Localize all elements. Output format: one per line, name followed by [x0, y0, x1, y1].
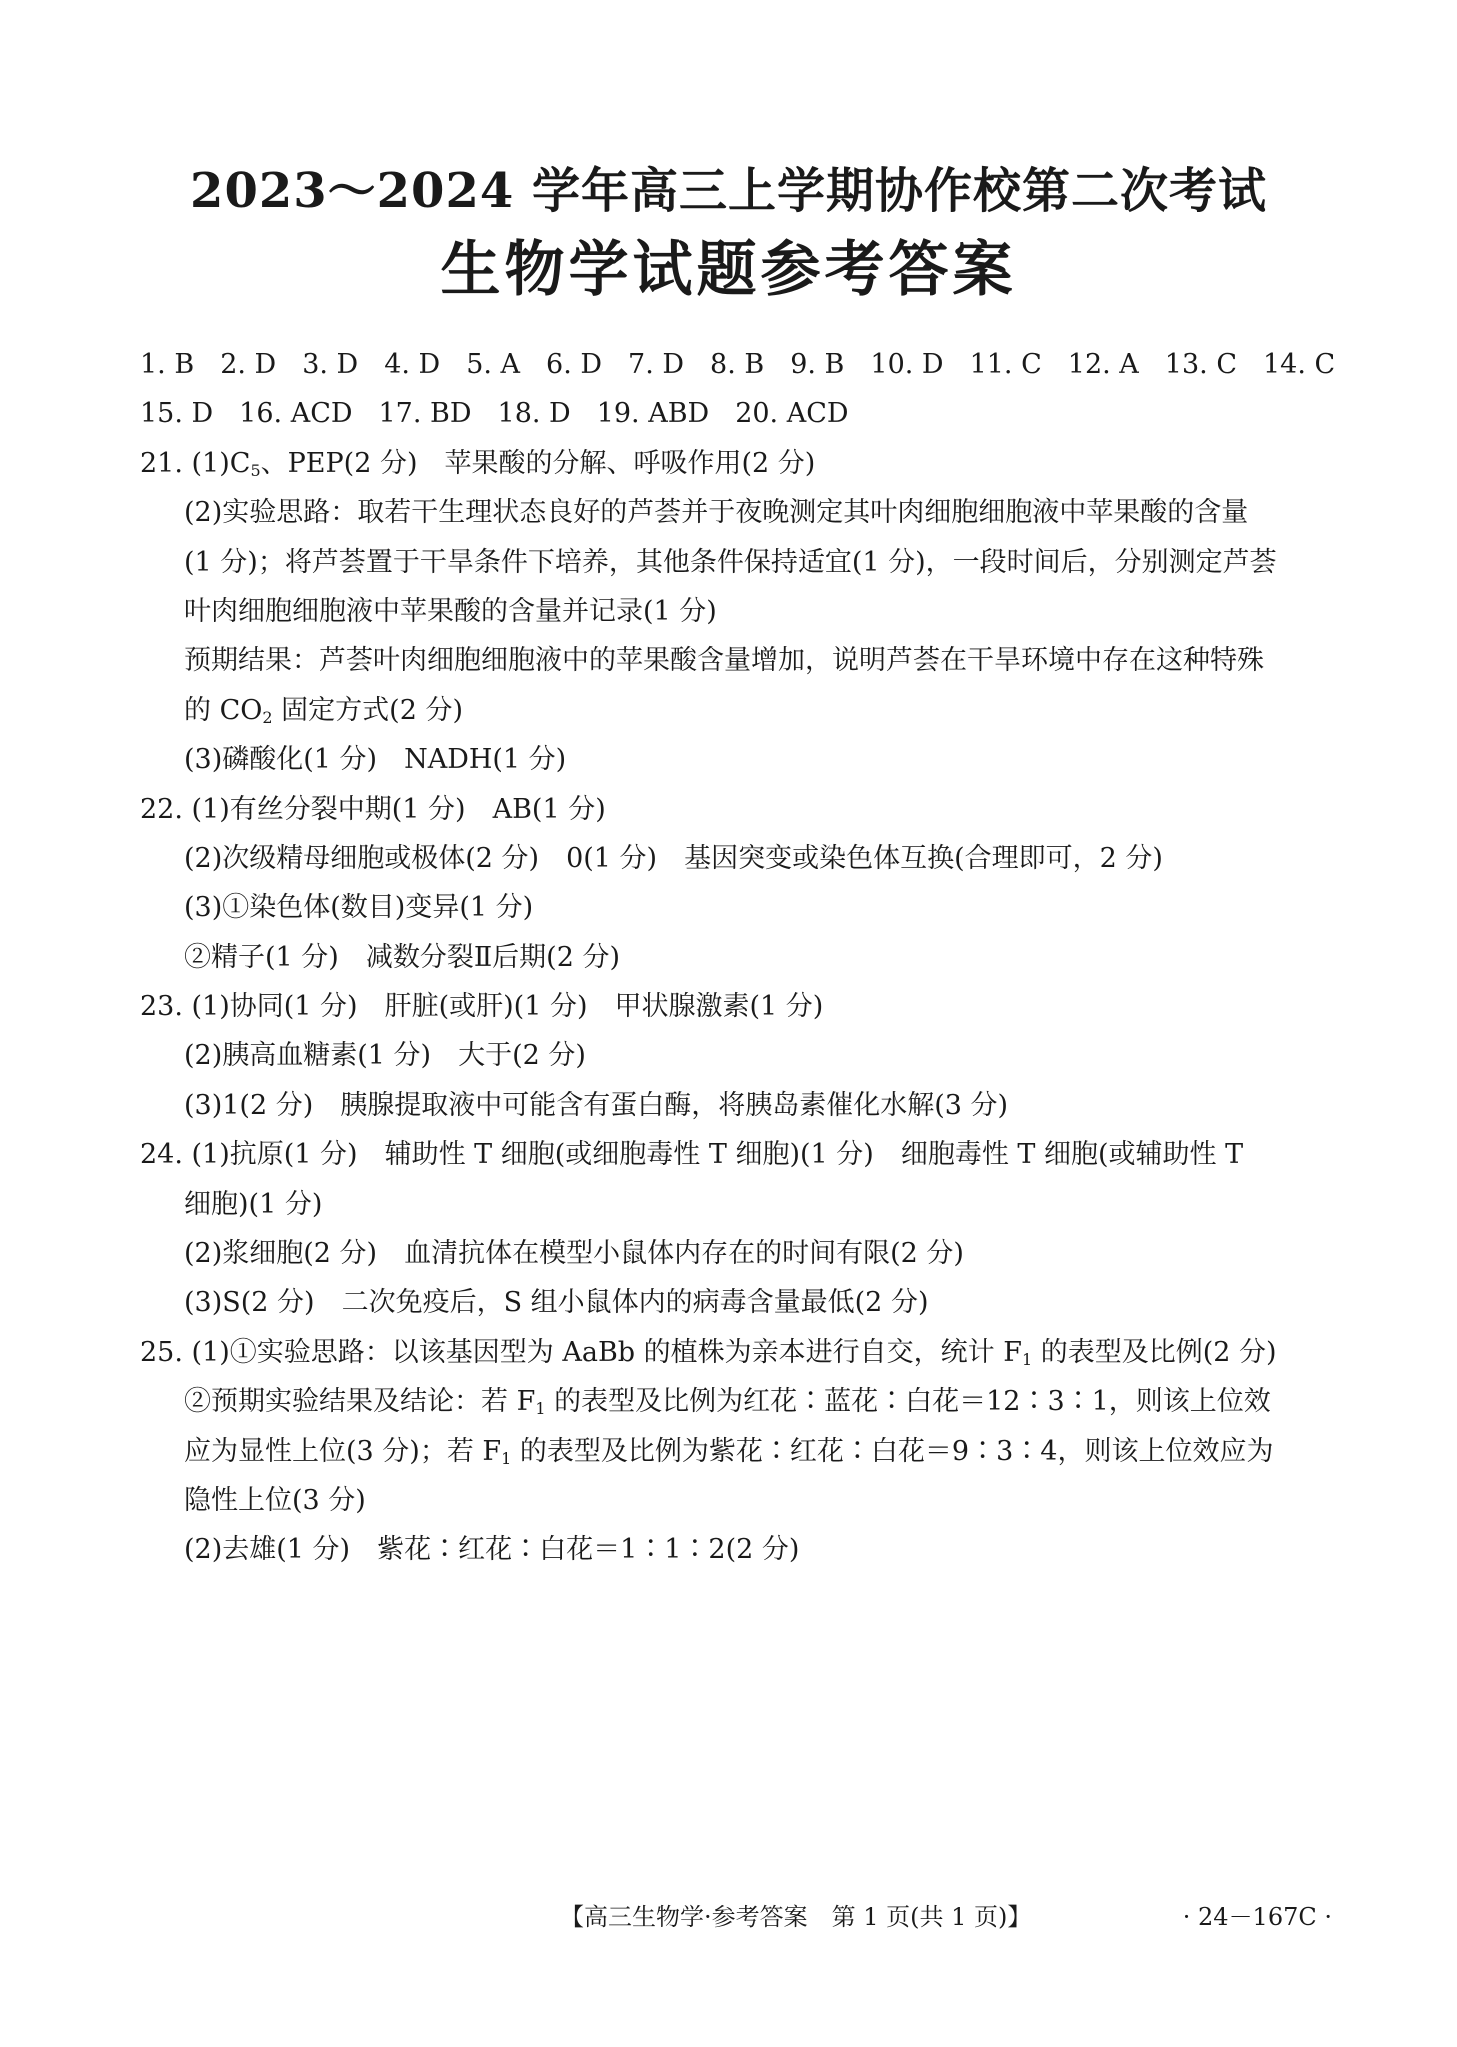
footer-page-info: 【高三生物学·参考答案 第 1 页(共 1 页)】 — [560, 1903, 1032, 1931]
mc-answers-row-1 — [140, 340, 1340, 389]
q24-line-1: 24. (1)抗原(1 分) 辅助性 T 细胞(或细胞毒性 T 细胞)(1 分) 细胞毒性 T 细胞(或辅助性 T — [140, 1139, 1244, 1171]
q24-line-4: (3)S(2 分) 二次免疫后，S 组小鼠体内的病毒含量最低(2 分) — [184, 1287, 929, 1319]
q23-line-3: (3)1(2 分) 胰腺提取液中可能含有蛋白酶，将胰岛素催化水解(3 分) — [184, 1089, 1009, 1121]
mc-answer: 15. D — [140, 398, 214, 430]
q23-line-2: (2)胰高血糖素(1 分) 大于(2 分) — [184, 1040, 586, 1072]
q25-line-2: ②预期实验结果及结论：若 $F_1$ 的表型及比例为红花∶蓝花∶白花＝12∶3∶1，则该上位效 — [184, 1386, 1271, 1419]
q22-line-1: 22. (1)有丝分裂中期(1 分) AB(1 分) — [140, 793, 606, 825]
exam-title: 2023～2024 学年高三上学期协作校第二次考试 — [190, 163, 1267, 219]
q25-line-4: 隐性上位(3 分) — [184, 1484, 366, 1516]
q21-line-1: 21. $(1)C_5$、PEP(2 分) 苹果酸的分解、呼吸作用(2 分) — [140, 447, 816, 480]
mc-answer: 11. C — [969, 349, 1042, 380]
q25-line-5: (2)去雄(1 分) 紫花∶红花∶白花＝1∶1∶2(2 分) — [184, 1534, 800, 1566]
mc-answer: 3. D — [302, 349, 359, 380]
mc-answer: 14. C — [1262, 349, 1336, 380]
q25-line-3: 应为显性上位(3 分)；若 $F_1$ 的表型及比例为紫花∶红花∶白花＝9∶3∶4，则该上位效应为 — [184, 1435, 1274, 1468]
q21-line-6: 的 $CO_2$ 固定方式(2 分) — [184, 694, 463, 727]
q25-line-1: 25. (1)①实验思路：以该基因型为 AaBb 的植株为亲本进行自交，统计 $F_1$ 的表型及比例(2 分) — [140, 1336, 1277, 1369]
q24-line-3: (2)浆细胞(2 分) 血清抗体在模型小鼠体内存在的时间有限(2 分) — [184, 1238, 964, 1270]
mc-answer: 7. D — [628, 349, 685, 380]
footer-doc-code: · 24－167C · — [1182, 1903, 1332, 1931]
mc-answer: 4. D — [384, 349, 441, 380]
mc-answer: 13. C — [1164, 349, 1237, 380]
mc-answer: 1. B — [140, 349, 195, 380]
q21-line-4: 叶肉细胞细胞液中苹果酸的含量并记录(1 分) — [184, 595, 717, 627]
q22-line-2: (2)次级精母细胞或极体(2 分) 0(1 分) 基因突变或染色体互换(合理即可，2 分) — [184, 842, 1163, 874]
mc-answer: 2. D — [220, 349, 277, 380]
mc-answer: 18. D — [497, 398, 571, 430]
mc-answer: 20. ACD — [735, 398, 849, 430]
document-title: 生物学试题参考答案 — [440, 235, 1017, 305]
page-footer — [0, 1897, 1457, 1937]
q21-line-5: 预期结果：芦荟叶肉细胞细胞液中的苹果酸含量增加，说明芦荟在干旱环境中存在这种特殊 — [184, 645, 1264, 677]
q21-line-2: (2)实验思路：取若干生理状态良好的芦荟并于夜晚测定其叶肉细胞细胞液中苹果酸的含量 — [184, 497, 1249, 529]
mc-answer: 8. B — [710, 349, 765, 380]
mc-answer: 5. A — [466, 349, 521, 380]
mc-answer: 10. D — [870, 349, 944, 380]
mc-answer: 17. BD — [378, 398, 472, 430]
q22-line-4: ②精子(1 分) 减数分裂Ⅱ后期(2 分) — [184, 941, 621, 973]
q21-line-7: (3)磷酸化(1 分) NADH(1 分) — [184, 744, 567, 776]
mc-answer: 12. A — [1067, 349, 1139, 380]
q23-line-1: 23. (1)协同(1 分) 肝脏(或肝)(1 分) 甲状腺激素(1 分) — [140, 991, 824, 1023]
mc-answer: 6. D — [546, 349, 603, 380]
q21-line-3: (1 分)；将芦荟置于干旱条件下培养，其他条件保持适宜(1 分)，一段时间后，分别测定芦荟 — [184, 546, 1277, 578]
mc-answer: 19. ABD — [596, 398, 710, 430]
mc-answer: 9. B — [790, 349, 845, 380]
mc-answers-row-2 — [140, 389, 1340, 438]
answer-content — [140, 340, 1340, 1575]
q22-line-3: (3)①染色体(数目)变异(1 分) — [184, 892, 534, 924]
q24-line-2: 细胞)(1 分) — [184, 1188, 323, 1220]
mc-answer: 16. ACD — [239, 398, 353, 430]
